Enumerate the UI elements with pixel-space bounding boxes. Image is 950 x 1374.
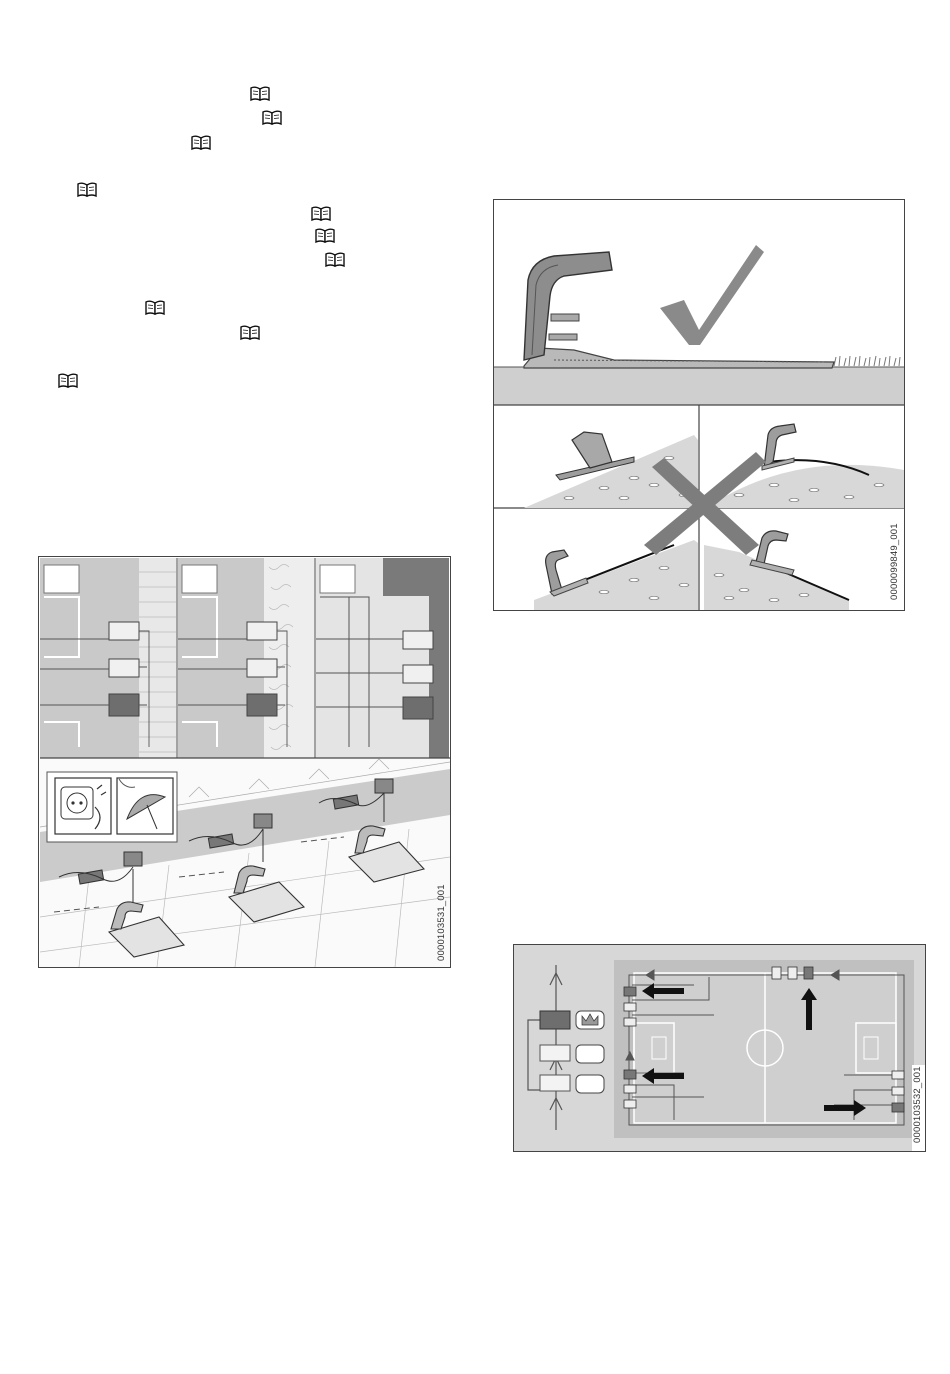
open-book-icon (240, 325, 260, 341)
docking-station-placement-figure (493, 199, 905, 611)
figure-code: 0000099849_001 (889, 523, 900, 600)
sports-field-layout-figure (513, 944, 926, 1152)
checkmark-icon (660, 245, 764, 345)
open-book-icon (58, 373, 78, 389)
open-book-icon (311, 206, 331, 222)
open-book-icon (145, 300, 165, 316)
open-book-icon (325, 252, 345, 268)
figure-code: 0000103532_001 (912, 1066, 923, 1143)
open-book-icon (262, 110, 282, 126)
figure-code: 0000103531_001 (436, 884, 447, 961)
open-book-icon (315, 228, 335, 244)
power-supply-installation-figure (38, 556, 451, 968)
open-book-icon (77, 182, 97, 198)
open-book-icon (191, 135, 211, 151)
open-book-icon (250, 86, 270, 102)
